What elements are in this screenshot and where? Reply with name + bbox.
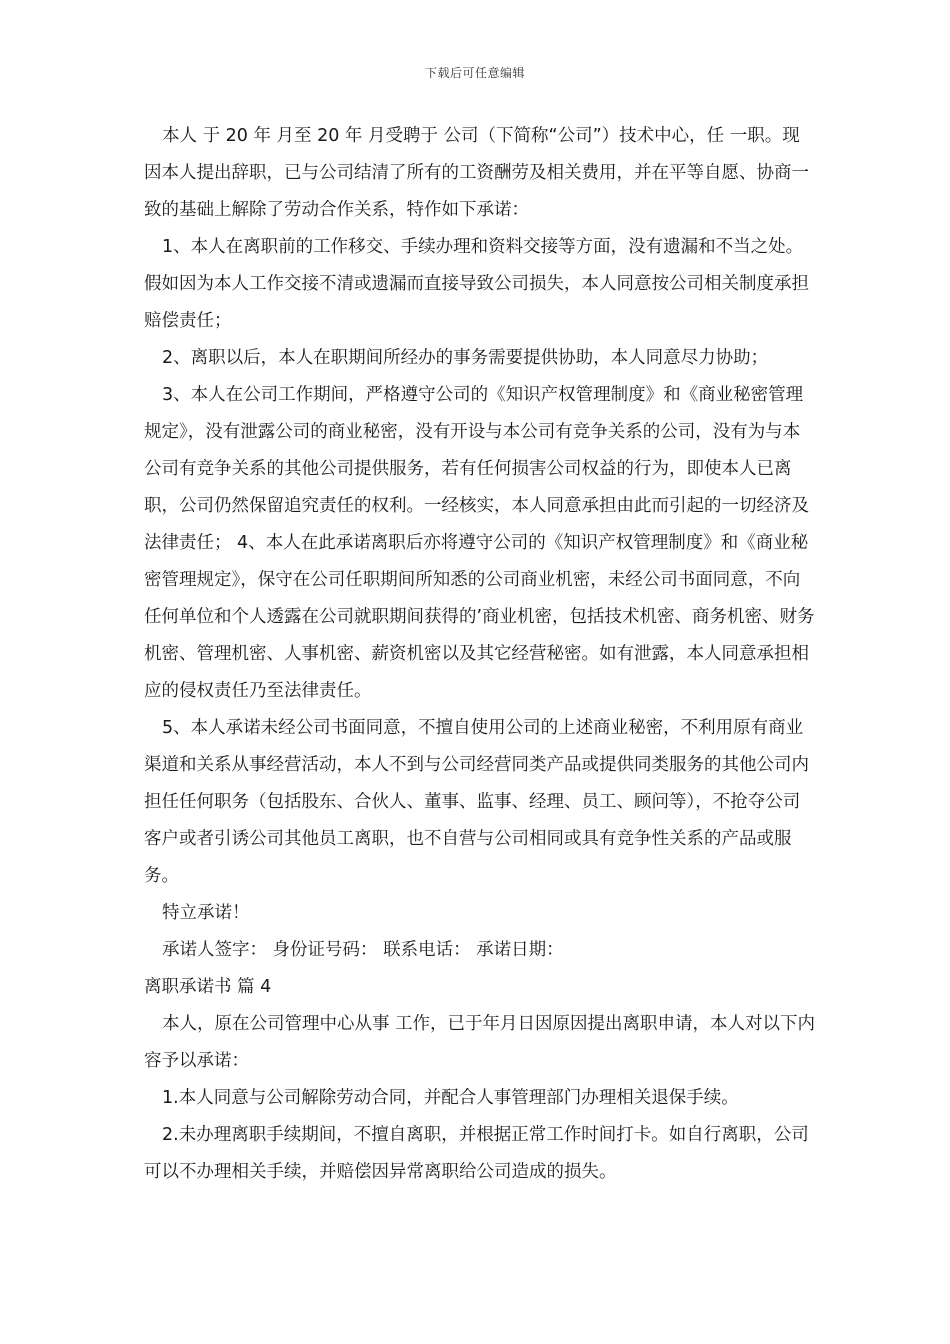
clause-2-paragraph: 2、离职以后，本人在职期间所经办的事务需要提供协助，本人同意尽力协助； (162, 348, 769, 368)
clause-3-4-paragraph: 3、本人在公司工作期间，严格遵守公司的《知识产权管理制度》和《商业秘密管理规定》，没有泄露公司的商业秘密，没有开设与本公司有竞争关系的公司，没有为与本公司有竞争关系的其他公司提供服务，若有任何损害公司权益的行为，即使本人已离职，公司仍然保留追究责任的权利。一经核实，本人同意承担由此而引起的一切经济及法律责任； 4、本人在此承诺离职后亦将遵守公司的《知识产权管理制度》和《商业秘密管理规定》，保守在公司任职期间所知悉的公司商业机密，未经公司书面同意，不向任何单位和个人透露在公司就职期间获得的’商业机密，包括技术机密、商务机密、财务机密、管理机密、人事机密、薪资机密以及其它经营秘密。如有泄露，本人同意承担相应的侵权责任乃至法律责任。 (144, 385, 815, 701)
section-item-1: 1.本人同意与公司解除劳动合同，并配合人事管理部门办理相关退保手续。 (162, 1088, 739, 1108)
document-body (144, 118, 816, 1191)
clause-1-paragraph: 1、本人在离职前的工作移交、手续办理和资料交接等方面，没有遗漏和不当之处。假如因为本人工作交接不清或遗漏而直接导致公司损失，本人同意按公司相关制度承担赔偿责任； (144, 237, 809, 331)
signature-line: 承诺人签字： 身份证号码： 联系电话： 承诺日期： (162, 940, 564, 960)
section-heading: 离职承诺书 篇 4 (144, 977, 272, 997)
section-item-2: 2.未办理离职手续期间，不擅自离职，并根据正常工作时间打卡。如自行离职，公司可以不办理相关手续，并赔偿因异常离职给公司造成的损失。 (144, 1125, 809, 1182)
clause-5-paragraph: 5、本人承诺未经公司书面同意，不擅自使用公司的上述商业秘密，不利用原有商业渠道和关系从事经营活动，本人不到与公司经营同类产品或提供同类服务的其他公司内担任任何职务（包括股东、合伙人、董事、监事、经理、员工、顾问等），不抢夺公司客户或者引诱公司其他员工离职，也不自营与公司相同或具有竞争性关系的产品或服务。 (144, 718, 809, 886)
section-intro-paragraph: 本人，原在公司管理中心从事 工作，已于年月日因原因提出离职申请，本人对以下内容予以承诺： (144, 1014, 816, 1071)
page-header-note: 下载后可任意编辑 (424, 66, 525, 80)
intro-paragraph: 本人 于 20 年 月至 20 年 月受聘于 公司（下简称“公司”）技术中心，任 一职。现因本人提出辞职，已与公司结清了所有的工资酬劳及相关费用，并在平等自愿、协商一致的基础上解除了劳动合作关系，特作如下承诺： (144, 126, 809, 220)
pledge-statement: 特立承诺！ (162, 903, 250, 923)
